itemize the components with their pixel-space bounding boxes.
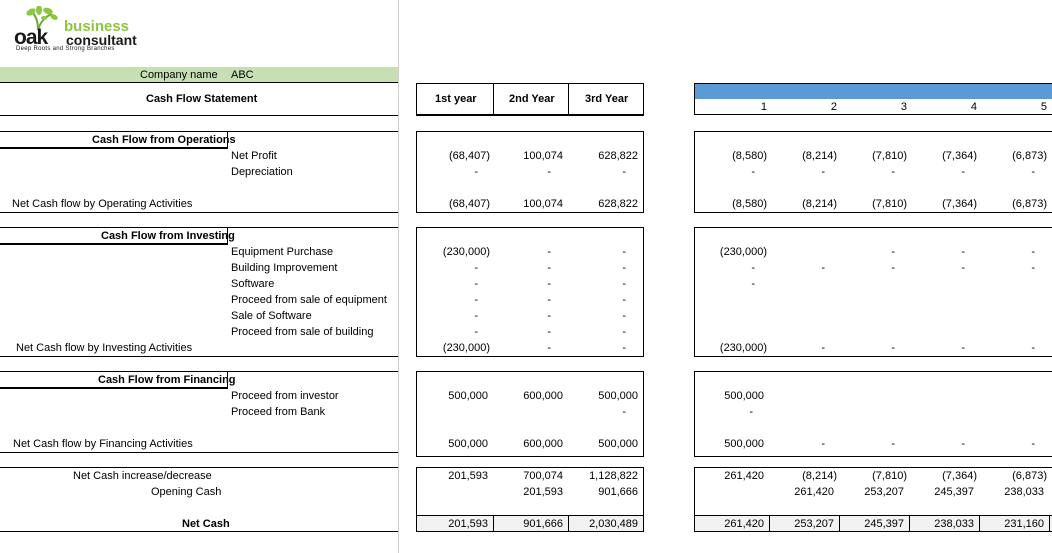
cell: - [1031, 166, 1035, 178]
cell: 201,593 [448, 470, 488, 482]
row-label-depreciation: Depreciation [231, 166, 293, 178]
cell: 231,160 [1004, 518, 1044, 530]
cell: 261,420 [724, 518, 764, 530]
logo-oak-text: oak [14, 26, 48, 49]
cell: (8,214) [802, 470, 837, 482]
section-title-investing: Cash Flow from Investing [101, 230, 235, 242]
cell: - [751, 262, 755, 274]
cell: - [547, 246, 551, 258]
cell: - [891, 262, 895, 274]
opening-cash-label: Opening Cash [151, 486, 222, 498]
cell: - [891, 246, 895, 258]
month-header-5: 5 [1040, 101, 1047, 113]
cell: - [961, 342, 965, 354]
cell: 901,666 [598, 486, 638, 498]
month-header-3: 3 [900, 101, 907, 113]
month-header-4: 4 [970, 101, 977, 113]
cell: (7,810) [872, 198, 907, 210]
logo-consultant-text: consultant [66, 32, 137, 48]
cell: - [622, 342, 626, 354]
net-financing-label: Net Cash flow by Financing Activities [13, 438, 193, 450]
cell: - [891, 438, 895, 450]
company-name-band [0, 67, 398, 83]
cell: - [622, 294, 626, 306]
cell: - [751, 278, 755, 290]
cell: 901,666 [523, 518, 563, 530]
cell: (230,000) [719, 342, 767, 354]
cell: 700,074 [523, 470, 563, 482]
cell: - [474, 278, 478, 290]
section-title-financing: Cash Flow from Financing [98, 374, 236, 386]
cell: - [891, 342, 895, 354]
cell: - [474, 166, 478, 178]
net-operating-label: Net Cash flow by Operating Activities [12, 198, 193, 210]
cell: (68,407) [449, 198, 490, 210]
row-label-software: Software [231, 278, 275, 290]
row-label-sale-of-software: Sale of Software [231, 310, 312, 322]
row-label-equipment-purchase: Equipment Purchase [231, 246, 334, 258]
cell: 500,000 [598, 438, 638, 450]
year-header-1: 1st year [435, 93, 477, 105]
row-label-sale-of-equipment: Proceed from sale of equipment [231, 294, 387, 306]
net-increase-label: Net Cash increase/decrease [73, 470, 212, 482]
cell: 600,000 [523, 390, 563, 402]
cell: - [821, 438, 825, 450]
section-title-operations: Cash Flow from Operations [92, 134, 236, 146]
cell: - [821, 342, 825, 354]
cell: 261,420 [724, 470, 764, 482]
cell: (230,000) [442, 342, 490, 354]
cell: (7,810) [872, 150, 907, 162]
logo-tagline: Deep Roots and Strong Branches [16, 46, 115, 52]
cell: 500,000 [724, 390, 764, 402]
cell: 245,397 [864, 518, 904, 530]
cell: 253,207 [794, 518, 834, 530]
cell: - [1031, 342, 1035, 354]
cell: 628,822 [598, 198, 638, 210]
cell: (8,580) [732, 198, 767, 210]
cell: - [474, 262, 478, 274]
cell: 253,207 [864, 486, 904, 498]
year-header-2: 2nd Year [509, 93, 555, 105]
cell: (8,580) [732, 150, 767, 162]
cell: - [622, 326, 626, 338]
cell: (230,000) [442, 246, 490, 258]
row-label-proceed-bank: Proceed from Bank [231, 406, 326, 418]
cell: 261,420 [794, 486, 834, 498]
cell: - [1031, 438, 1035, 450]
cell: - [891, 166, 895, 178]
cell: (6,873) [1012, 150, 1047, 162]
cell: - [474, 294, 478, 306]
cell: (8,214) [802, 150, 837, 162]
cell: 500,000 [724, 438, 764, 450]
row-label-proceed-investor: Proceed from investor [231, 390, 339, 402]
cell: (6,873) [1012, 198, 1047, 210]
cell: - [961, 246, 965, 258]
cell: - [821, 166, 825, 178]
year-header-3: 3rd Year [585, 93, 629, 105]
cell: - [622, 166, 626, 178]
cell: - [961, 166, 965, 178]
company-name-value: ABC [231, 69, 254, 81]
cell: 500,000 [598, 390, 638, 402]
cell: - [751, 166, 755, 178]
cell: 1,128,822 [589, 470, 638, 482]
cell: - [749, 406, 753, 418]
cell: - [1031, 246, 1035, 258]
cell: (6,873) [1012, 470, 1047, 482]
cell: - [961, 438, 965, 450]
month-header-1: 1 [760, 101, 767, 113]
cell: 201,593 [448, 518, 488, 530]
company-name-label: Company name [140, 69, 218, 81]
cell: 238,033 [1004, 486, 1044, 498]
cell: - [547, 294, 551, 306]
cell: 100,074 [523, 198, 563, 210]
cell: - [547, 310, 551, 322]
cell: - [547, 166, 551, 178]
cell: - [547, 262, 551, 274]
cell: (7,364) [942, 470, 977, 482]
cell: - [1031, 262, 1035, 274]
cell: 628,822 [598, 150, 638, 162]
cell: (7,364) [942, 150, 977, 162]
net-cash-label: Net Cash [182, 518, 230, 530]
cell: 238,033 [934, 518, 974, 530]
month-header-2: 2 [830, 101, 837, 113]
cell: - [821, 262, 825, 274]
cell: - [622, 262, 626, 274]
cell: - [474, 326, 478, 338]
cell: (8,214) [802, 198, 837, 210]
cell: 2,030,489 [589, 518, 638, 530]
cell: (7,810) [872, 470, 907, 482]
cell: - [622, 278, 626, 290]
cell: - [547, 278, 551, 290]
cell: (7,364) [942, 198, 977, 210]
company-logo [12, 6, 147, 56]
row-label-sale-of-building: Proceed from sale of building [231, 326, 374, 338]
cell: - [961, 262, 965, 274]
cell: 500,000 [448, 390, 488, 402]
cell: - [622, 246, 626, 258]
cell: - [622, 406, 626, 418]
cell: 245,397 [934, 486, 974, 498]
page-title: Cash Flow Statement [146, 93, 258, 105]
row-label-building-improvement: Building Improvement [231, 262, 338, 274]
cell: 201,593 [523, 486, 563, 498]
cell: - [474, 310, 478, 322]
cell: (230,000) [719, 246, 767, 258]
cell: - [547, 326, 551, 338]
cell: 100,074 [523, 150, 563, 162]
cell: 500,000 [448, 438, 488, 450]
cell: - [622, 310, 626, 322]
logo-business-text: business [64, 18, 130, 35]
cell: (68,407) [449, 150, 490, 162]
row-label-net-profit: Net Profit [231, 150, 277, 162]
cell: - [547, 342, 551, 354]
cell: 600,000 [523, 438, 563, 450]
net-investing-label: Net Cash flow by Investing Activities [16, 342, 193, 354]
